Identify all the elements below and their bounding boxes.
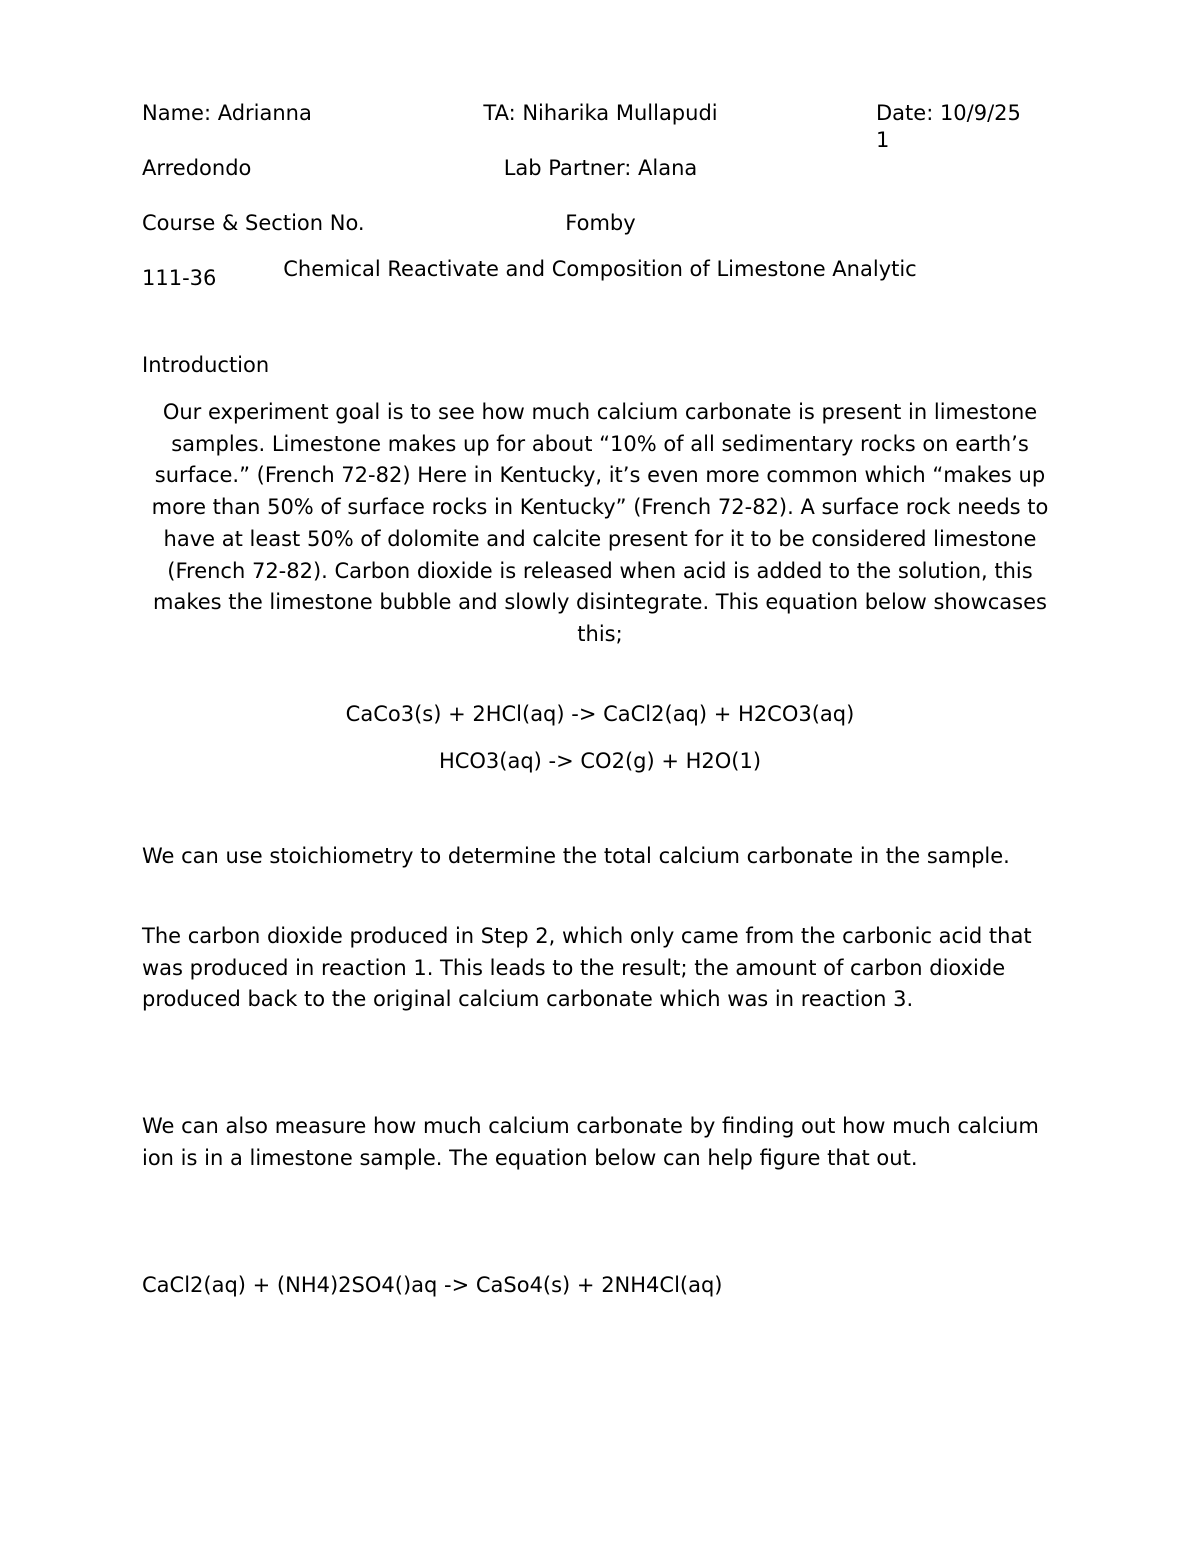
lab-partner-surname: Fomby [565, 210, 636, 235]
lab-partner-line: Lab Partner: Alana [503, 155, 698, 180]
document-title: Chemical Reactivate and Composition of Limestone Analytic [283, 257, 917, 281]
name-line-2: Arredondo [142, 155, 252, 180]
introduction-heading: Introduction [142, 353, 270, 377]
page-number: 1 [876, 128, 890, 152]
stoichiometry-paragraph: We can use stoichiometry to determine the total calcium carbonate in the sample. [142, 844, 1010, 868]
date-line: Date: 10/9/25 [876, 100, 1021, 125]
equation-3: CaCl2(aq) + (NH4)2SO4()aq -> CaSo4(s) + 2NH4Cl(aq) [142, 1273, 723, 1297]
course-section-line: Course & Section No. [142, 210, 365, 235]
date-info [876, 72, 1076, 155]
name-line-1: Name: Adrianna [142, 100, 312, 125]
calcium-ion-paragraph: We can also measure how much calcium carbonate by finding out how much calcium ion is in a limestone sample. The equation below can help figure that out. [142, 1114, 1039, 1170]
equation-2: HCO3(aq) -> CO2(g) + H2O(1) [438, 749, 762, 773]
ta-info [448, 72, 753, 265]
carbon-dioxide-paragraph: The carbon dioxide produced in Step 2, which only came from the carbonic acid that was produced in reaction 1. This leads to the result; the amount of carbon dioxide produced back to the original calcium carbonate which was in reaction 3. [142, 924, 1032, 1012]
equation-1: CaCo3(s) + 2HCl(aq) -> CaCl2(aq) + H2CO3(aq) [345, 702, 855, 726]
course-section-number: 111-36 [142, 265, 217, 290]
ta-line: TA: Niharika Mullapudi [483, 100, 718, 125]
introduction-paragraph: Our experiment goal is to see how much calcium carbonate is present in limestone samples. Limestone makes up for about “10% of all sedimentary rocks on earth’s surface.” (French 72-82) Here in Kentucky, it’s even more common which “makes up more than 50% of surface rocks in Kentucky” (French 72-82). A surface rock needs to have at least 50% of dolomite and calcite present for it to be considered limestone (French 72-82). Carbon dioxide is released when acid is added to the solution, this makes the limestone bubble and slowly disintegrate. This equation below showcases this; [151, 400, 1049, 646]
